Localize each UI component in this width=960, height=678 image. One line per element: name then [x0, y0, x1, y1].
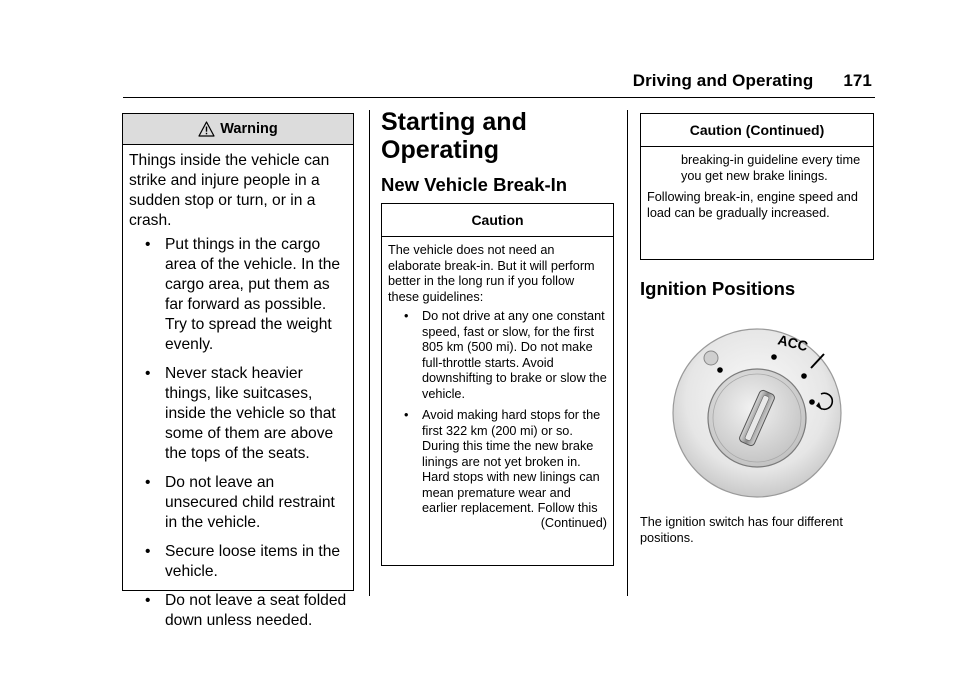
ignition-switch-icon [664, 320, 844, 500]
caution-after: Following break-in, engine speed and load can be gradually increased. [647, 190, 858, 220]
section-title: Starting and Operating [381, 108, 527, 164]
column-divider-right [627, 110, 628, 596]
caution-list [388, 309, 607, 517]
section-name: Driving and Operating [632, 71, 814, 90]
caution-continued-header: Caution (Continued) [641, 114, 873, 147]
list-item: • Do not leave an unsecured child restraint in the vehicle. [145, 474, 335, 531]
column-divider-left [369, 110, 370, 596]
break-in-heading: New Vehicle Break-In [381, 174, 568, 195]
acc-label: ACC [776, 331, 810, 355]
caution-continued-box [640, 113, 874, 260]
warning-intro: Things inside the vehicle can strike and injure people in a sudden stop or turn, or in a crash. [129, 152, 330, 229]
continued-label: (Continued) [540, 515, 607, 530]
header-rule [123, 97, 875, 98]
page-header [633, 71, 872, 91]
page-number: 171 [843, 71, 872, 90]
caution-intro: The vehicle does not need an elaborate break-in. But it will perform better in the long run if you follow these guidelines: [388, 243, 595, 304]
warning-list [129, 235, 347, 631]
warning-box [122, 113, 354, 629]
list-item: • Avoid making hard stops for the first 322 km (200 mi) or so. During this time the new brake linings are not yet broken in. Hard stops with new linings can mean premature wear and earlier replacement. Follow this [404, 408, 601, 515]
warning-header [123, 114, 353, 145]
ignition-caption: The ignition switch has four different positions. [640, 515, 843, 545]
list-item: • Put things in the cargo area of the vehicle. In the cargo area, put them as far forward as possible. Try to spread the weight evenly. [145, 236, 341, 353]
warning-triangle-icon [198, 121, 215, 137]
caution-box [381, 203, 614, 566]
list-item: • Do not leave a seat folded down unless needed. [145, 592, 347, 629]
warning-title: Warning [220, 121, 278, 137]
caution-header: Caution [382, 204, 613, 237]
list-item: • Do not drive at any one constant speed, fast or slow, for the first 805 km (500 mi). Do not make full-throttle starts. Avoid downshifting to brake or slow the vehicle. [404, 309, 607, 401]
caution-continuation: breaking-in guideline every time you get new brake linings. [681, 153, 861, 183]
ignition-heading: Ignition Positions [640, 278, 796, 299]
list-item: • Secure loose items in the vehicle. [145, 543, 341, 580]
list-item: • Never stack heavier things, like suitcases, inside the vehicle so that some of them are above the tops of the seats. [145, 365, 336, 462]
